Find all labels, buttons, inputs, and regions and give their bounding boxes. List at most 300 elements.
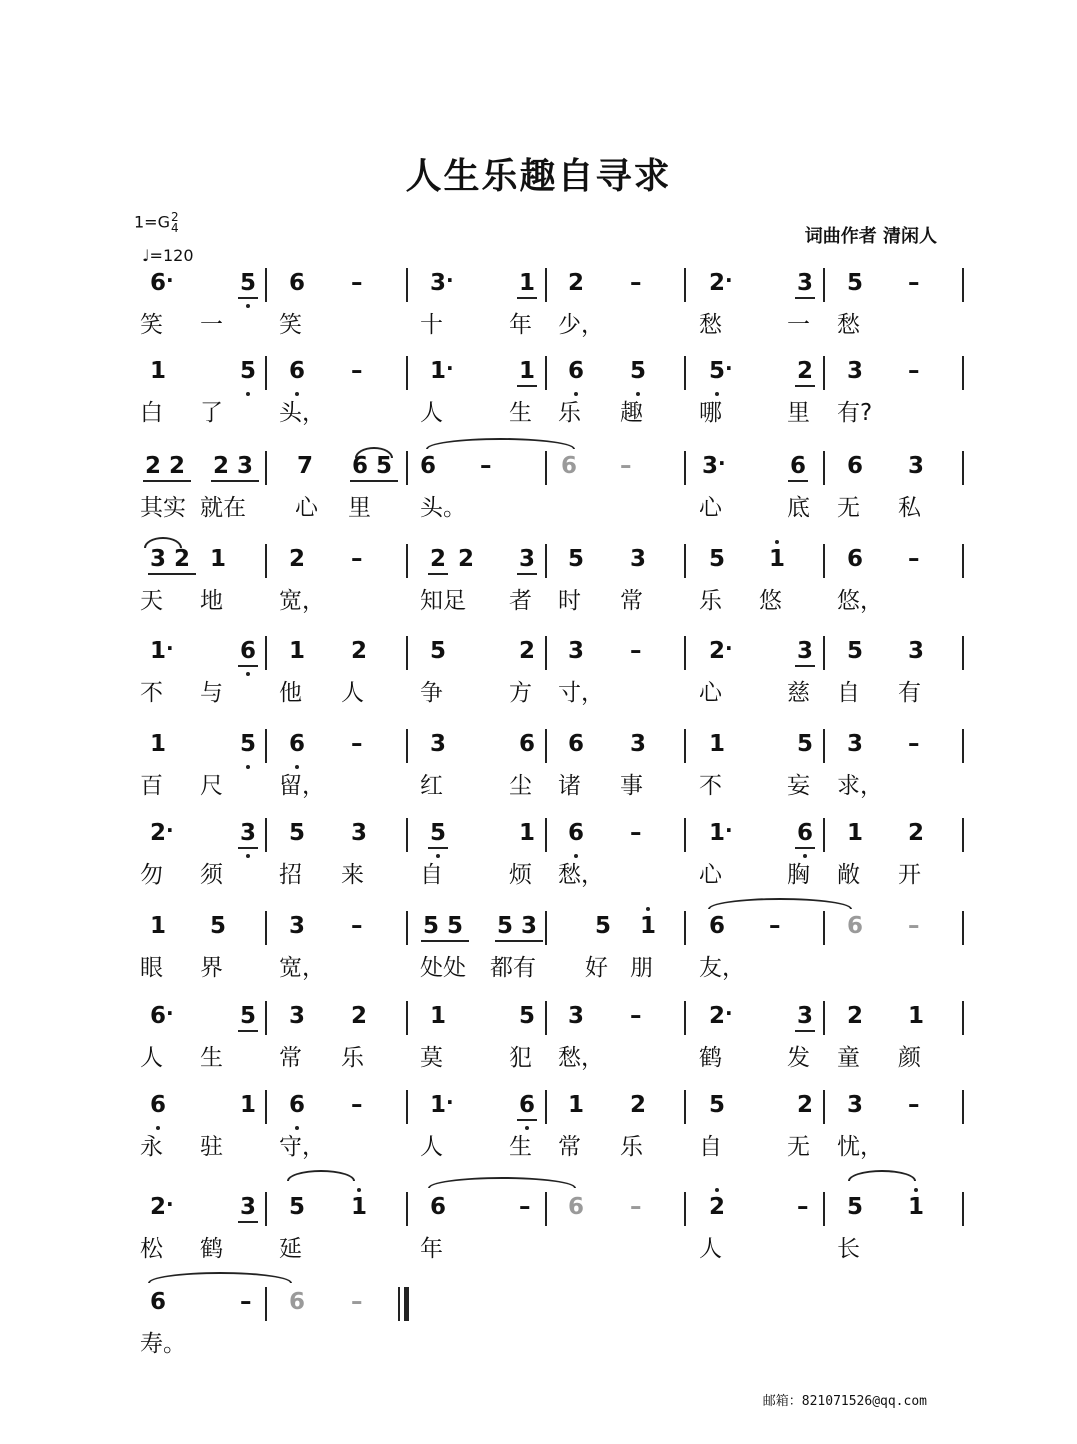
note: – [908, 1092, 920, 1118]
bar-line [962, 1090, 964, 1124]
note: 6 [568, 358, 585, 384]
composer-credit: 词曲作者 清闲人 [804, 226, 937, 247]
underline [148, 573, 196, 575]
lyric: 延 [279, 1236, 302, 1262]
lyric: 妄 [787, 773, 810, 799]
bar-line [823, 636, 825, 670]
note: – [630, 270, 642, 296]
lyric: 都有 [490, 955, 536, 981]
lyric: 眼 [140, 955, 163, 981]
note: 6 [289, 358, 306, 384]
bar-line [684, 818, 686, 852]
low-octave-dot [295, 1126, 299, 1130]
bar-line [265, 818, 267, 852]
bar-line [962, 911, 964, 945]
note: 1 [430, 358, 447, 384]
underline [517, 385, 537, 387]
lyric: 愁， [558, 862, 604, 888]
bar-line [265, 451, 267, 485]
note: – [351, 731, 363, 757]
note: 5 [430, 638, 447, 664]
lyric: 寸， [558, 680, 604, 706]
high-octave-dot [715, 1188, 719, 1192]
lyric: 乐 [620, 1134, 643, 1160]
low-octave-dot [156, 1126, 160, 1130]
low-octave-dot [803, 854, 807, 858]
underline [795, 1030, 815, 1032]
low-octave-dot [574, 392, 578, 396]
bar-line [406, 1001, 408, 1035]
note: – [519, 1194, 531, 1220]
bar-line [962, 729, 964, 763]
low-octave-dot [636, 392, 640, 396]
lyric: 事 [620, 773, 643, 799]
lyric: 愁 [837, 312, 860, 338]
underline [350, 480, 398, 482]
bar-line [684, 729, 686, 763]
bar-line [406, 1090, 408, 1124]
note: – [351, 270, 363, 296]
bar-line [684, 1192, 686, 1226]
note: 1 [430, 1092, 447, 1118]
underline [421, 940, 469, 942]
low-octave-dot [574, 854, 578, 858]
lyric: 宽， [279, 588, 325, 614]
lyric: 少， [558, 312, 604, 338]
lyric: 无 [787, 1134, 810, 1160]
lyric: 愁 [699, 312, 722, 338]
lyric: 勿 [140, 862, 163, 888]
note: 2 [847, 1003, 864, 1029]
note: 6 [847, 453, 864, 479]
lyric: 慈 [787, 680, 810, 706]
lyric: 心 [295, 495, 318, 521]
lyric: 争 [420, 680, 443, 706]
augmentation-dot: · [725, 818, 733, 842]
bar-line [962, 818, 964, 852]
note: 2 3 [213, 453, 254, 479]
lyric: 人 [341, 680, 364, 706]
lyric: 人 [699, 1236, 722, 1262]
note: 3 [289, 913, 306, 939]
note: 6 [150, 270, 167, 296]
underline [238, 1221, 258, 1223]
underline [517, 297, 537, 299]
lyric: 不 [699, 773, 722, 799]
note: – [351, 546, 363, 572]
note: 5 [430, 820, 447, 846]
lyric: 人 [140, 1045, 163, 1071]
lyric: 长 [837, 1236, 860, 1262]
lyric: 乐 [558, 400, 581, 426]
bar-line [684, 636, 686, 670]
lyric: 松 [140, 1236, 163, 1262]
lyric: 驻 [200, 1134, 223, 1160]
note: 1 [150, 731, 167, 757]
note: – [908, 913, 920, 939]
lyric: 界 [200, 955, 223, 981]
bar-line [406, 356, 408, 390]
bar-line [823, 268, 825, 302]
lyric: 他 [279, 680, 302, 706]
bar-line [265, 268, 267, 302]
note: 3 [240, 1194, 257, 1220]
lyric: 留， [279, 773, 325, 799]
note: 5 [847, 638, 864, 664]
note: 3 [847, 731, 864, 757]
note: – [908, 270, 920, 296]
lyric: 人 [420, 1134, 443, 1160]
bar-line [545, 911, 547, 945]
lyric: 须 [200, 862, 223, 888]
underline [517, 1119, 537, 1121]
augmentation-dot: · [166, 1192, 174, 1216]
lyric: 常 [558, 1134, 581, 1160]
key-signature: 1=G2 4 [134, 210, 179, 235]
slur [428, 1177, 576, 1188]
note: 1 [568, 1092, 585, 1118]
augmentation-dot: · [166, 1001, 174, 1025]
bar-line [962, 356, 964, 390]
note: 5 [595, 913, 612, 939]
note: 6 [519, 1092, 536, 1118]
note: 6 [797, 820, 814, 846]
lyric: 鹤 [699, 1045, 722, 1071]
lyric: 开 [898, 862, 921, 888]
bar-line [962, 1192, 964, 1226]
note: 5 [709, 1092, 726, 1118]
note: 3 [797, 270, 814, 296]
note: 5 [240, 1003, 257, 1029]
lyric: 尘 [509, 773, 532, 799]
note: 5 [709, 358, 726, 384]
note: 5 [568, 546, 585, 572]
note: 1 [709, 731, 726, 757]
lyric: 愁， [558, 1045, 604, 1071]
lyric: 其实 [140, 495, 186, 521]
lyric: 胸 [787, 862, 810, 888]
lyric: 私 [898, 495, 921, 521]
lyric: 十 [420, 312, 443, 338]
lyric: 里 [348, 495, 371, 521]
note: 3 [351, 820, 368, 846]
underline [428, 573, 448, 575]
note: – [630, 638, 642, 664]
note: 1 [430, 1003, 447, 1029]
augmentation-dot: · [725, 268, 733, 292]
lyric: 趣 [620, 400, 643, 426]
lyric: 常 [620, 588, 643, 614]
lyric: 年 [509, 312, 532, 338]
lyric: 处处 [420, 955, 466, 981]
bar-line [406, 729, 408, 763]
lyric: 求， [837, 773, 883, 799]
note: 2 [630, 1092, 647, 1118]
note: 1 [150, 638, 167, 664]
note: 5 [709, 546, 726, 572]
low-octave-dot [246, 304, 250, 308]
song-title: 人生乐趣自寻求 [405, 156, 672, 197]
bar-line [406, 1192, 408, 1226]
note: 5 [240, 731, 257, 757]
note: 6 [568, 820, 585, 846]
high-octave-dot [646, 907, 650, 911]
underline [428, 847, 448, 849]
lyric: 乐 [699, 588, 722, 614]
underline [788, 480, 808, 482]
augmentation-dot: · [166, 818, 174, 842]
note: 6 [240, 638, 257, 664]
note: 6 [430, 1194, 447, 1220]
bar-line [684, 1001, 686, 1035]
bar-line [962, 268, 964, 302]
note: 5 [240, 358, 257, 384]
note: – [620, 453, 632, 479]
bar-line [823, 911, 825, 945]
time-signature: 2 4 [170, 210, 179, 235]
low-octave-dot [246, 765, 250, 769]
lyric: 招 [279, 862, 302, 888]
note: 6 [519, 731, 536, 757]
augmentation-dot: · [725, 1001, 733, 1025]
note: 6 [568, 731, 585, 757]
lyric: 了 [200, 400, 223, 426]
lyric: 百 [140, 773, 163, 799]
note: 1 [519, 270, 536, 296]
augmentation-dot: · [725, 356, 733, 380]
note: 6 [709, 913, 726, 939]
note: 3 [630, 546, 647, 572]
note: 6 [289, 1289, 306, 1315]
bar-line [545, 1192, 547, 1226]
slur [355, 447, 393, 458]
lyric: 天 [140, 588, 163, 614]
note: 6 [289, 270, 306, 296]
underline [238, 665, 258, 667]
lyric: 一 [200, 312, 223, 338]
note: – [630, 1003, 642, 1029]
note: 3 [289, 1003, 306, 1029]
lyric: 发 [787, 1045, 810, 1071]
note: 1 [519, 820, 536, 846]
note: 1 [847, 820, 864, 846]
bar-line [684, 451, 686, 485]
lyric: 寿。 [140, 1331, 186, 1357]
lyric: 不 [140, 680, 163, 706]
lyric: 方 [509, 680, 532, 706]
lyric: 者 [509, 588, 532, 614]
lyric: 莫 [420, 1045, 443, 1071]
note: 1 [150, 913, 167, 939]
note: 3 [908, 453, 925, 479]
note: 6 [150, 1003, 167, 1029]
note: 3 [797, 638, 814, 664]
note: – [908, 358, 920, 384]
underline [517, 573, 537, 575]
note: – [351, 1092, 363, 1118]
lyric: 敞 [837, 862, 860, 888]
note: – [769, 913, 781, 939]
note: 1 [240, 1092, 257, 1118]
bar-line [406, 544, 408, 578]
note: 5 3 [497, 913, 538, 939]
low-octave-dot [436, 854, 440, 858]
lyric: 头。 [420, 495, 466, 521]
lyric: 与 [200, 680, 223, 706]
slur [708, 898, 852, 909]
low-octave-dot [295, 392, 299, 396]
bar-line [265, 911, 267, 945]
bar-line [823, 451, 825, 485]
augmentation-dot: · [725, 636, 733, 660]
note: 3 [908, 638, 925, 664]
bar-line [265, 356, 267, 390]
lyric: 颜 [898, 1045, 921, 1071]
lyric: 悠， [837, 588, 883, 614]
bar-line [406, 818, 408, 852]
note: – [908, 546, 920, 572]
note: 2 [797, 358, 814, 384]
note: 5 [240, 270, 257, 296]
augmentation-dot: · [446, 356, 454, 380]
augmentation-dot: · [166, 268, 174, 292]
bar-line [545, 729, 547, 763]
lyric: 无 [837, 495, 860, 521]
note: 3 2 [150, 546, 191, 572]
bar-line [265, 729, 267, 763]
low-octave-dot [246, 392, 250, 396]
quarter-note-icon: ♩ [142, 246, 150, 265]
note: 2 [908, 820, 925, 846]
note: 7 [297, 453, 314, 479]
lyric: 时 [558, 588, 581, 614]
note: 1 [769, 546, 786, 572]
low-octave-dot [525, 1126, 529, 1130]
bar-line [406, 451, 408, 485]
slur [426, 438, 575, 449]
lyric: 有? [837, 400, 873, 426]
bar-line [406, 268, 408, 302]
lyric: 守， [279, 1134, 325, 1160]
contact-email: 邮箱：821071526@qq.com [762, 1394, 927, 1409]
note: 1 [210, 546, 227, 572]
lyric: 心 [699, 680, 722, 706]
note: 1 [908, 1003, 925, 1029]
bar-line [545, 1090, 547, 1124]
note: 6 [568, 1194, 585, 1220]
lyric: 心 [699, 495, 722, 521]
note: 3 [847, 1092, 864, 1118]
lyric: 生 [509, 400, 532, 426]
note: – [797, 1194, 809, 1220]
note: – [240, 1289, 252, 1315]
lyric: 哪 [699, 400, 722, 426]
bar-line [962, 451, 964, 485]
note: 3 [702, 453, 719, 479]
note: 2 2 [145, 453, 186, 479]
underline [238, 297, 258, 299]
tempo-marking: ♩=120 [142, 246, 194, 265]
note: 2 [150, 820, 167, 846]
note: 5 [289, 820, 306, 846]
final-bar-line [404, 1287, 409, 1321]
note: 1 [519, 358, 536, 384]
augmentation-dot: · [446, 1090, 454, 1114]
bar-line [545, 1001, 547, 1035]
bar-line [823, 544, 825, 578]
note: 6 [561, 453, 578, 479]
note: 2 [797, 1092, 814, 1118]
lyric: 年 [420, 1236, 443, 1262]
underline [795, 297, 815, 299]
underline [795, 385, 815, 387]
note: 6 [847, 546, 864, 572]
bar-line [684, 911, 686, 945]
lyric: 知足 [420, 588, 466, 614]
note: 6 5 [352, 453, 393, 479]
lyric: 永 [140, 1134, 163, 1160]
underline [238, 1030, 258, 1032]
lyric: 宽， [279, 955, 325, 981]
lyric: 人 [420, 400, 443, 426]
lyric: 生 [509, 1134, 532, 1160]
note: – [351, 1289, 363, 1315]
bar-line [545, 544, 547, 578]
lyric: 就在 [200, 495, 246, 521]
note: 3 [847, 358, 864, 384]
low-octave-dot [295, 765, 299, 769]
note: 6 [289, 1092, 306, 1118]
note: 1 [709, 820, 726, 846]
note: 3 [797, 1003, 814, 1029]
bar-line [823, 1001, 825, 1035]
note: – [630, 820, 642, 846]
note: 3 [430, 731, 447, 757]
lyric: 尺 [200, 773, 223, 799]
underline [211, 480, 259, 482]
lyric: 有 [898, 680, 921, 706]
note: 2 [709, 1194, 726, 1220]
lyric: 里 [787, 400, 810, 426]
note: – [351, 913, 363, 939]
lyric: 心 [699, 862, 722, 888]
note: 3 [568, 638, 585, 664]
note: 6 [150, 1289, 167, 1315]
lyric: 烦 [509, 862, 532, 888]
bar-line [265, 636, 267, 670]
note: 6 [420, 453, 437, 479]
note: 1 [908, 1194, 925, 1220]
lyric: 笑 [140, 312, 163, 338]
bar-line [962, 1001, 964, 1035]
lyric: 地 [200, 588, 223, 614]
note: 2 [351, 1003, 368, 1029]
lyric: 朋 [630, 955, 653, 981]
bar-line [265, 1287, 267, 1321]
slur [287, 1170, 355, 1181]
note: 5 5 [423, 913, 464, 939]
bar-line [545, 636, 547, 670]
lyric: 忧， [837, 1134, 883, 1160]
note: 1 [351, 1194, 368, 1220]
note: 6 [790, 453, 807, 479]
bar-line [823, 818, 825, 852]
high-octave-dot [775, 540, 779, 544]
lyric: 生 [200, 1045, 223, 1071]
bar-line [545, 818, 547, 852]
note: 5 [847, 1194, 864, 1220]
underline [238, 847, 258, 849]
